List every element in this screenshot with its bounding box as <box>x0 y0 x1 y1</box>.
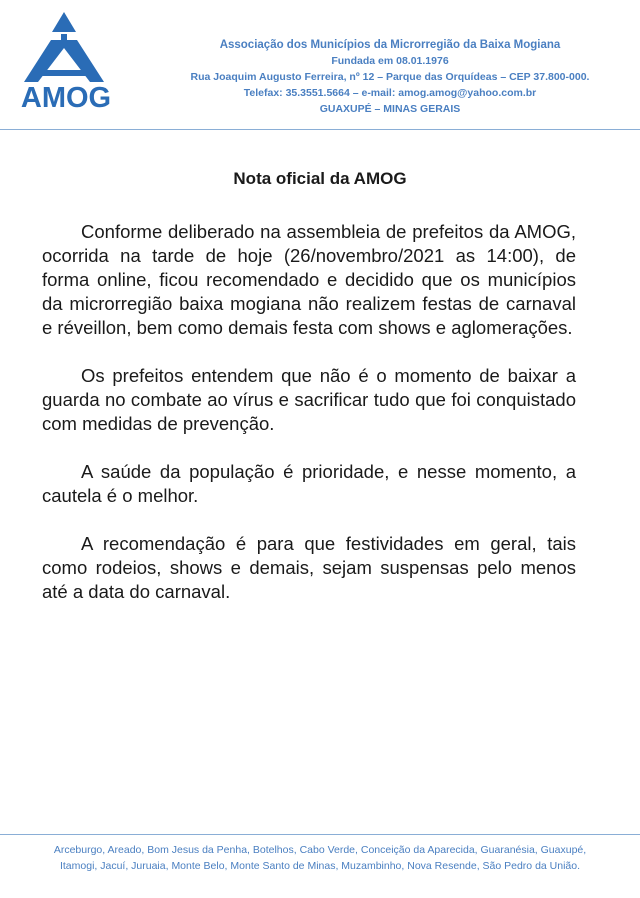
letterhead <box>140 37 640 117</box>
footer-municipalities: Arceburgo, Areado, Bom Jesus da Penha, Botelhos, Cabo Verde, Conceição da Aparecida, Guaranésia, Guaxupé, Itamogi, Jacuí, Juruaia, Monte Belo, Monte Santo de Minas, Muzambinho, Nova Resende, São Pedro da União. <box>53 844 587 872</box>
founded-date: Fundada em 08.01.1976 <box>331 55 449 67</box>
document-title: Nota oficial da AMOG <box>233 169 407 188</box>
organization-name: Associação dos Municípios da Microrregião da Baixa Mogiana <box>219 39 561 51</box>
contact-info: Telefax: 35.3551.5664 – e-mail: amog.amog@yahoo.com.br <box>243 87 537 99</box>
paragraph: Conforme deliberado na assembleia de prefeitos da AMOG, ocorrida na tarde de hoje (26/novembro/2021 as 14:00), de forma online, ficou recomendado e decidido que os municípios da microrregião baixa mogiana não realizem festas de carnaval e réveillon, bem como demais festa com shows e aglomerações. <box>42 221 576 338</box>
logo-wordmark: AMOG <box>20 82 112 110</box>
document-body <box>42 220 576 628</box>
paragraph: Os prefeitos entendem que não é o momento de baixar a guarda no combate ao vírus e sacrificar tudo que foi conquistado com medidas de prevenção. <box>42 365 576 434</box>
address: Rua Joaquim Augusto Ferreira, nº 12 – Parque das Orquídeas – CEP 37.800-000. <box>190 71 590 83</box>
paragraph: A recomendação é para que festividades em geral, tais como rodeios, shows e demais, sejam suspensas pelo menos até a data do carnaval. <box>42 533 576 602</box>
city-state: GUAXUPÉ – MINAS GERAIS <box>319 103 461 115</box>
footer-divider <box>0 834 640 835</box>
amog-logo <box>4 10 128 110</box>
paragraph: A saúde da população é prioridade, e nesse momento, a cautela é o melhor. <box>42 461 576 506</box>
header-divider <box>0 129 640 130</box>
